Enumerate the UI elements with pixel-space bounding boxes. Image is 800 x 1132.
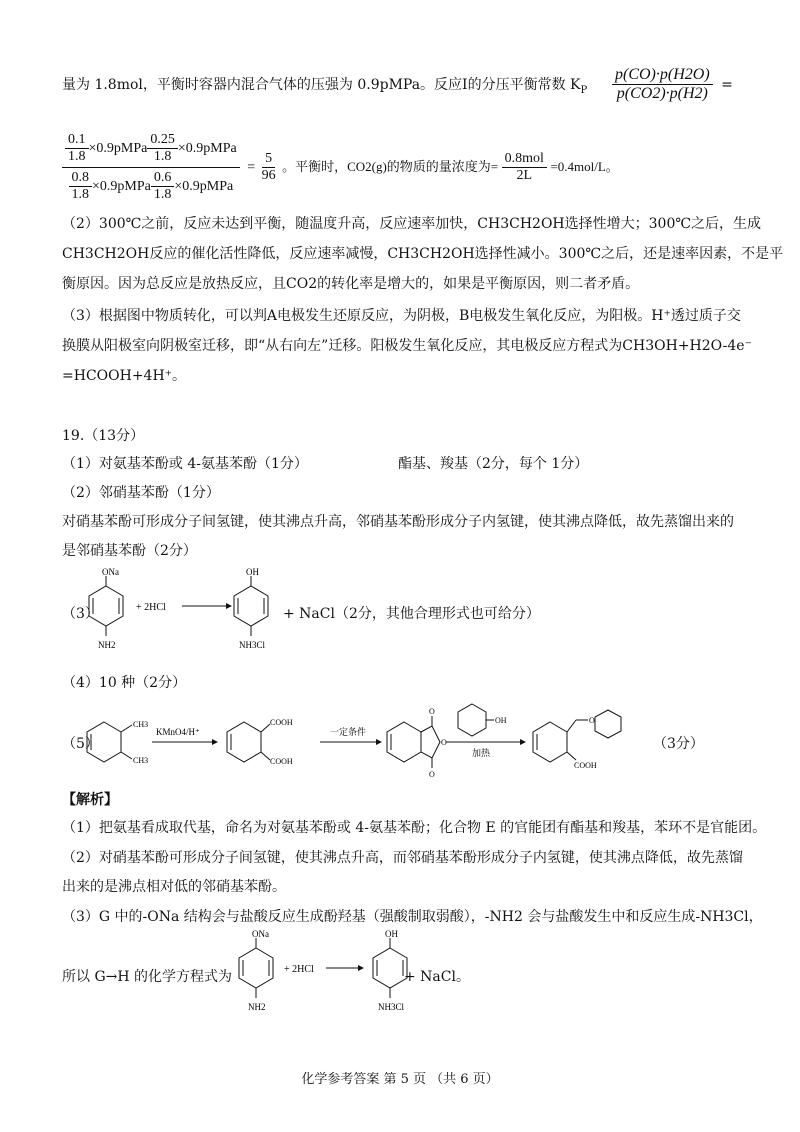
nh3cl-label: NH3Cl xyxy=(239,640,266,650)
analysis-2-line-2: 出来的是沸点相对低的邻硝基苯酚。 xyxy=(62,879,286,895)
a5-label: （5） xyxy=(62,736,99,752)
q19-title: 19.（13分） xyxy=(62,428,145,444)
product-cooh-label: COOH xyxy=(574,761,597,770)
result-den: 96 xyxy=(261,168,276,184)
o-label-ring: O xyxy=(441,738,447,747)
frac-b-den: 1.8 xyxy=(153,149,172,165)
ona-label: ONa xyxy=(102,568,119,577)
frac-a-den: 1.8 xyxy=(68,149,86,165)
a5-route-diagram xyxy=(84,700,644,780)
phthalic-anhydride-structure xyxy=(387,707,447,779)
kp-denominator: p(CO2)·p(H2) xyxy=(616,85,708,103)
kp-fraction xyxy=(612,66,733,104)
frac-d-num: 0.6 xyxy=(151,170,175,187)
factor-b: ×0.9pMPa xyxy=(177,140,237,156)
phenol-structure xyxy=(458,704,507,736)
p3-line-3: =HCOOH+4H⁺。 xyxy=(62,368,187,384)
cooh-label-top: COOH xyxy=(270,718,293,727)
p3-line-1: （3）根据图中物质转化，可以判A电极发生还原反应，为阴极，B电极发生氧化反应，为阳极。H⁺透过质子交 xyxy=(62,308,741,324)
kp-calculation: $\frac{0.1}{1.8}$ ×0.9pMPa $\frac{0.25}{1.8}$ ×0.9pMPa $\frac{0.8}{1.8}$ ×0.9pMPa $\frac{0.6}{1.8}$ ×0.9pMPa = $\frac{5}{96}$ 。平衡时，CO2(g)的物质的量浓度为= $\frac{\text{0.8mol}}{2L}$ =0.4mol/L。 xyxy=(62,132,619,203)
factor-c: ×0.9pMPa xyxy=(92,179,151,194)
nh2-label-2: NH2 xyxy=(248,1002,266,1012)
analysis-2-line-1: （2）对硝基苯酚可形成分子间氢键，使其沸点升高，而邻硝基苯酚形成分子内氢键，使其沸点降低，故先蒸馏 xyxy=(62,850,743,866)
analysis-plus-nacl: + NaCl。 xyxy=(404,969,470,985)
product-ester-structure xyxy=(533,710,621,770)
phthalic-acid-structure xyxy=(227,718,293,766)
kp-intro: 量为 1.8mol，平衡时容器内混合气体的压强为 0.9pMPa。反应Ⅰ的分压平衡常数 K xyxy=(62,77,581,93)
conc-num: 0.8mol xyxy=(502,151,547,168)
ona-label-2: ONa xyxy=(252,930,269,939)
kp-equals: = xyxy=(721,76,733,93)
p2-line-1: （2）300℃之前，反应未达到平衡，随温度升高，反应速率加快，CH3CH2OH选择性增大；300℃之后，生成 xyxy=(62,216,762,232)
nh3cl-label-2: NH3Cl xyxy=(378,1002,405,1012)
cond-label: 一定条件 xyxy=(330,727,367,737)
plus-hcl: + 2HCl xyxy=(136,602,166,613)
heat-label: 加热 xyxy=(472,748,491,758)
aminophenol-hcl-structure xyxy=(234,568,268,650)
ester-o-label: O xyxy=(589,716,595,725)
result-tail-1: 。平衡时，CO2(g)的物质的量浓度为= xyxy=(282,158,499,174)
result-num: 5 xyxy=(262,151,275,168)
result-tail-2: =0.4mol/L。 xyxy=(550,158,619,174)
analysis-1: （1）把氨基看成取代基，命名为对氨基苯酚或 4-氨基苯酚；化合物 E 的官能团有酯基和羧基，苯环不是官能团。 xyxy=(62,820,767,836)
conc-den: 2L xyxy=(516,168,533,184)
oh-label: OH xyxy=(246,568,259,577)
aminophenol-hcl-structure-2 xyxy=(373,930,407,1012)
sodium-phenoxide-structure-2 xyxy=(239,930,273,1012)
o-label-top: O xyxy=(429,707,435,716)
kp-numerator: p(CO)·p(H2O) xyxy=(612,66,713,85)
a2-title: （2）邻硝基苯酚（1分） xyxy=(62,485,220,501)
analysis-3-line-1: （3）G 中的-ONa 结构会与盐酸反应生成酚羟基（强酸制取弱酸），-NH2 会与盐酸发生中和反应生成-NH3Cl， xyxy=(62,909,763,925)
reagent-kmno4: KMnO4/H⁺ xyxy=(156,727,200,737)
page-footer: 化学参考答案 第 5 页 （共 6 页） xyxy=(301,1072,499,1087)
a3-label: （3） xyxy=(62,606,99,622)
frac-c-den: 1.8 xyxy=(71,187,89,203)
a5-score: （3分） xyxy=(653,736,704,752)
frac-a-num: 0.1 xyxy=(65,132,89,149)
p2-line-2: CH3CH2OH反应的催化活性降低，反应速率减慢，CH3CH2OH选择性减小。300℃之后，还是速率因素，不是平 xyxy=(62,246,784,262)
cooh-label-bottom: COOH xyxy=(270,757,293,766)
frac-b-num: 0.25 xyxy=(147,132,178,149)
a1-left: （1）对氨基苯酚或 4-氨基苯酚（1分） xyxy=(62,456,308,472)
analysis-3-line-2: 所以 G→H 的化学方程式为 xyxy=(62,969,233,985)
p2-line-3: 衡原因。因为总反应是放热反应，且CO2的转化率是增大的，如果是平衡原因，则二者矛盾。 xyxy=(62,276,640,292)
factor-d: ×0.9pMPa xyxy=(174,179,234,194)
p3-line-2: 换膜从阳极室向阴极室迁移，即“从右向左”迁移。阳极发生氧化反应，其电极反应方程式为CH3OH+H2O-4e⁻ xyxy=(62,338,752,354)
o-xylene-structure xyxy=(87,720,148,765)
kp-subscript: P xyxy=(580,84,588,96)
analysis-title: 【解析】 xyxy=(62,792,118,808)
a3-plus-nacl: + NaCl（2分，其他合理形式也可给分） xyxy=(283,606,540,622)
plus-hcl-2: + 2HCl xyxy=(284,964,314,975)
phenol-oh-label: OH xyxy=(495,716,507,725)
ch3-label-bottom: CH3 xyxy=(133,756,149,765)
kp-line xyxy=(62,74,587,96)
a2-line-1: 对硝基苯酚可形成分子间氢键，使其沸点升高，邻硝基苯酚形成分子内氢键，使其沸点降低，故先蒸馏出来的 xyxy=(62,514,734,530)
frac-d-den: 1.8 xyxy=(153,187,172,203)
factor-a: ×0.9pMPa xyxy=(88,140,148,156)
o-label-bottom: O xyxy=(429,770,435,779)
oh-label-2: OH xyxy=(385,930,398,939)
a1-right: 酯基、羧基（2分，每个 1分） xyxy=(398,456,589,472)
a2-line-2: 是邻硝基苯酚（2分） xyxy=(62,543,197,559)
frac-c-num: 0.8 xyxy=(69,170,93,187)
a4: （4）10 种（2分） xyxy=(62,675,187,691)
nh2-label: NH2 xyxy=(98,640,116,650)
ch3-label-top: CH3 xyxy=(133,720,149,729)
sodium-phenoxide-structure xyxy=(89,568,123,650)
